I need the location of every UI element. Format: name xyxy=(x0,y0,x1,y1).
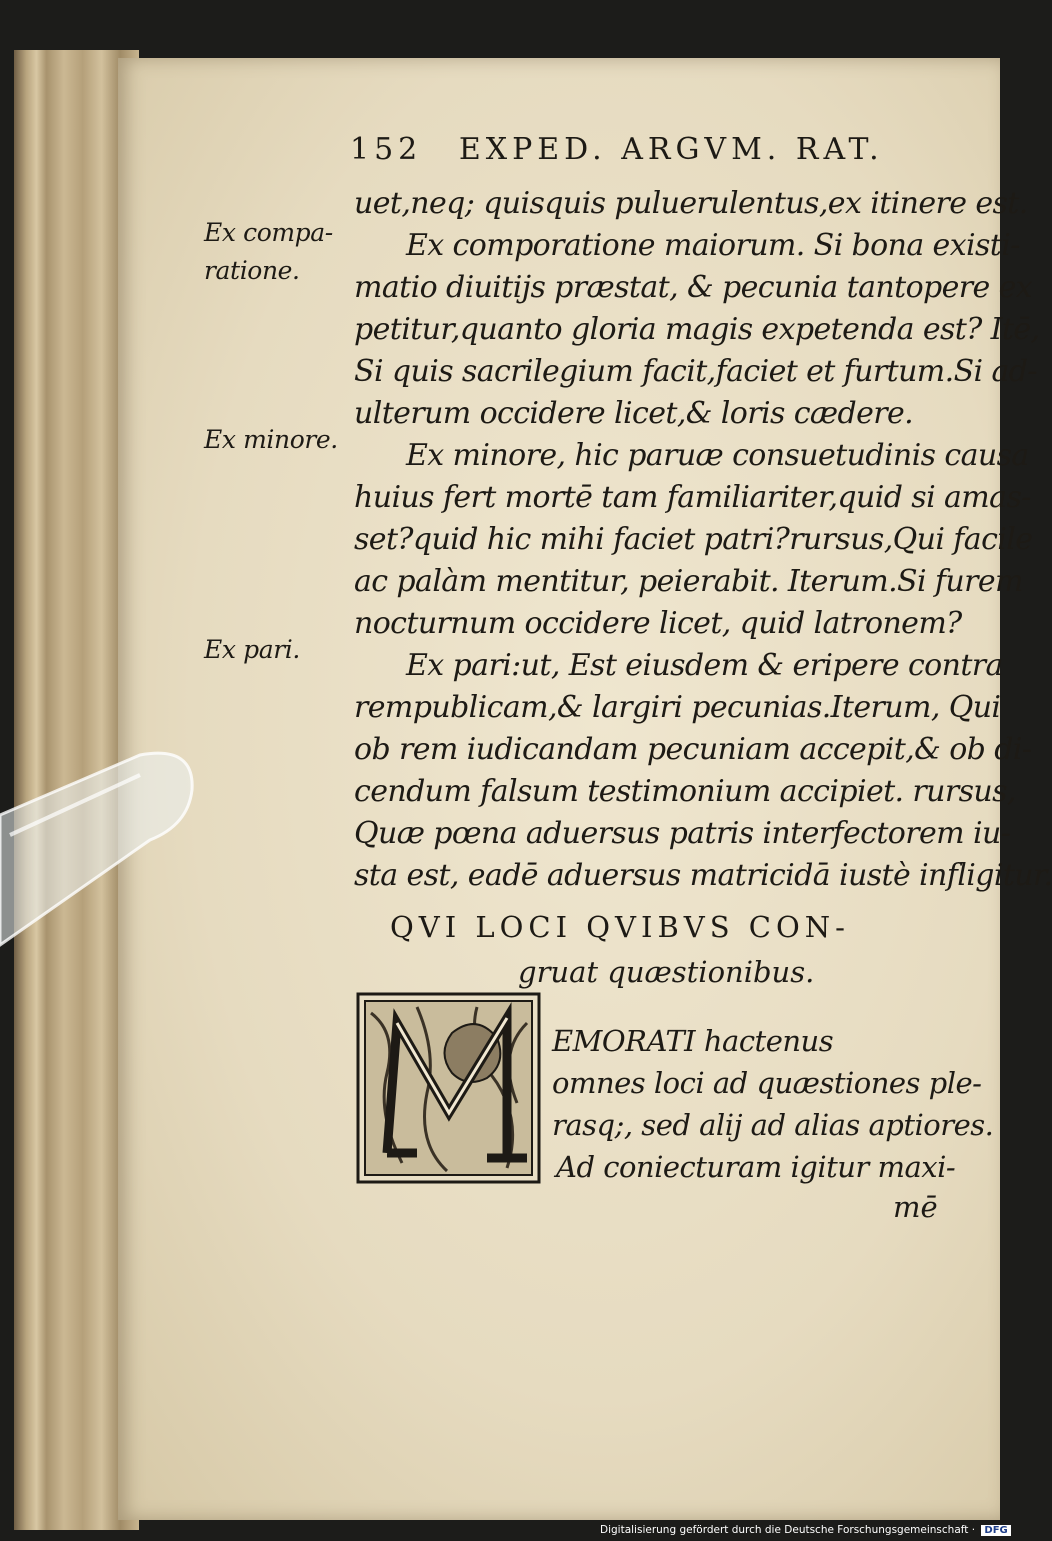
section-subtitle: gruat quæstionibus. xyxy=(518,955,815,989)
body-line: ac palàm mentitur, peierabit. Iterum.Si furem xyxy=(354,564,1023,599)
body-line: nocturnum occidere licet, quid latronem? xyxy=(354,606,962,641)
margin-note: Ex pari. xyxy=(204,635,300,664)
initial-line: EMORATI hactenus xyxy=(552,1024,834,1058)
body-line: Si quis sacrilegium facit,faciet et furtum.Si ad- xyxy=(354,354,1037,389)
body-line: uet,neq; quisquis puluerulentus,ex itinere est. xyxy=(354,186,1028,221)
digitization-credit xyxy=(600,1524,1011,1541)
body-line: ulterum occidere licet,& loris cædere. xyxy=(354,396,914,431)
running-title: EXPED. ARGVM. RAT. xyxy=(458,132,884,167)
glass-page-holder xyxy=(0,745,200,965)
body-line: set?quid hic mihi faciet patri?rursus,Qui facile xyxy=(354,522,1033,557)
body-line: sta est, eadē aduersus matricidā iustè infligitur. xyxy=(354,858,1052,893)
body-line: Quæ pœna aduersus patris interfectorem iu- xyxy=(354,816,1011,851)
body-line: Ex pari:ut, Est eiusdem & eripere contra xyxy=(406,648,1003,683)
body-line: cendum falsum testimonium accipiet. rursus, xyxy=(354,774,1016,809)
body-line: rempublicam,& largiri pecunias.Iterum, Qui xyxy=(354,690,1001,725)
margin-note: ratione. xyxy=(204,256,300,285)
body-line: matio diuitijs præstat, & pecunia tantopere ex xyxy=(354,270,1033,305)
margin-note: Ex minore. xyxy=(204,425,338,454)
margin-note: Ex compa- xyxy=(204,218,333,247)
page-number: 152 xyxy=(350,132,423,167)
catchword: mē xyxy=(893,1190,938,1224)
body-line: Ex comporatione maiorum. Si bona existi- xyxy=(406,228,1020,263)
body-line: ob rem iudicandam pecuniam accepit,& ob di- xyxy=(354,732,1032,767)
running-header xyxy=(350,132,950,167)
initial-line: rasq;, sed alij ad alias aptiores. xyxy=(552,1108,994,1142)
decorated-initial-m xyxy=(357,993,540,1183)
initial-line: Ad coniecturam igitur maxi- xyxy=(556,1150,956,1184)
section-title: QVI LOCI QVIBVS CON- xyxy=(390,910,850,944)
body-line: huius fert mortē tam familiariter,quid si amas- xyxy=(354,480,1031,515)
dfg-logo: DFG xyxy=(981,1525,1010,1536)
body-line: petitur,quanto gloria magis expetenda est? Itē, xyxy=(354,312,1040,347)
body-line: Ex minore, hic paruæ consuetudinis causa xyxy=(406,438,1029,473)
credit-text: Digitalisierung gefördert durch die Deutsche Forschungsgemeinschaft · xyxy=(600,1524,976,1536)
initial-line: omnes loci ad quæstiones ple- xyxy=(552,1066,982,1100)
